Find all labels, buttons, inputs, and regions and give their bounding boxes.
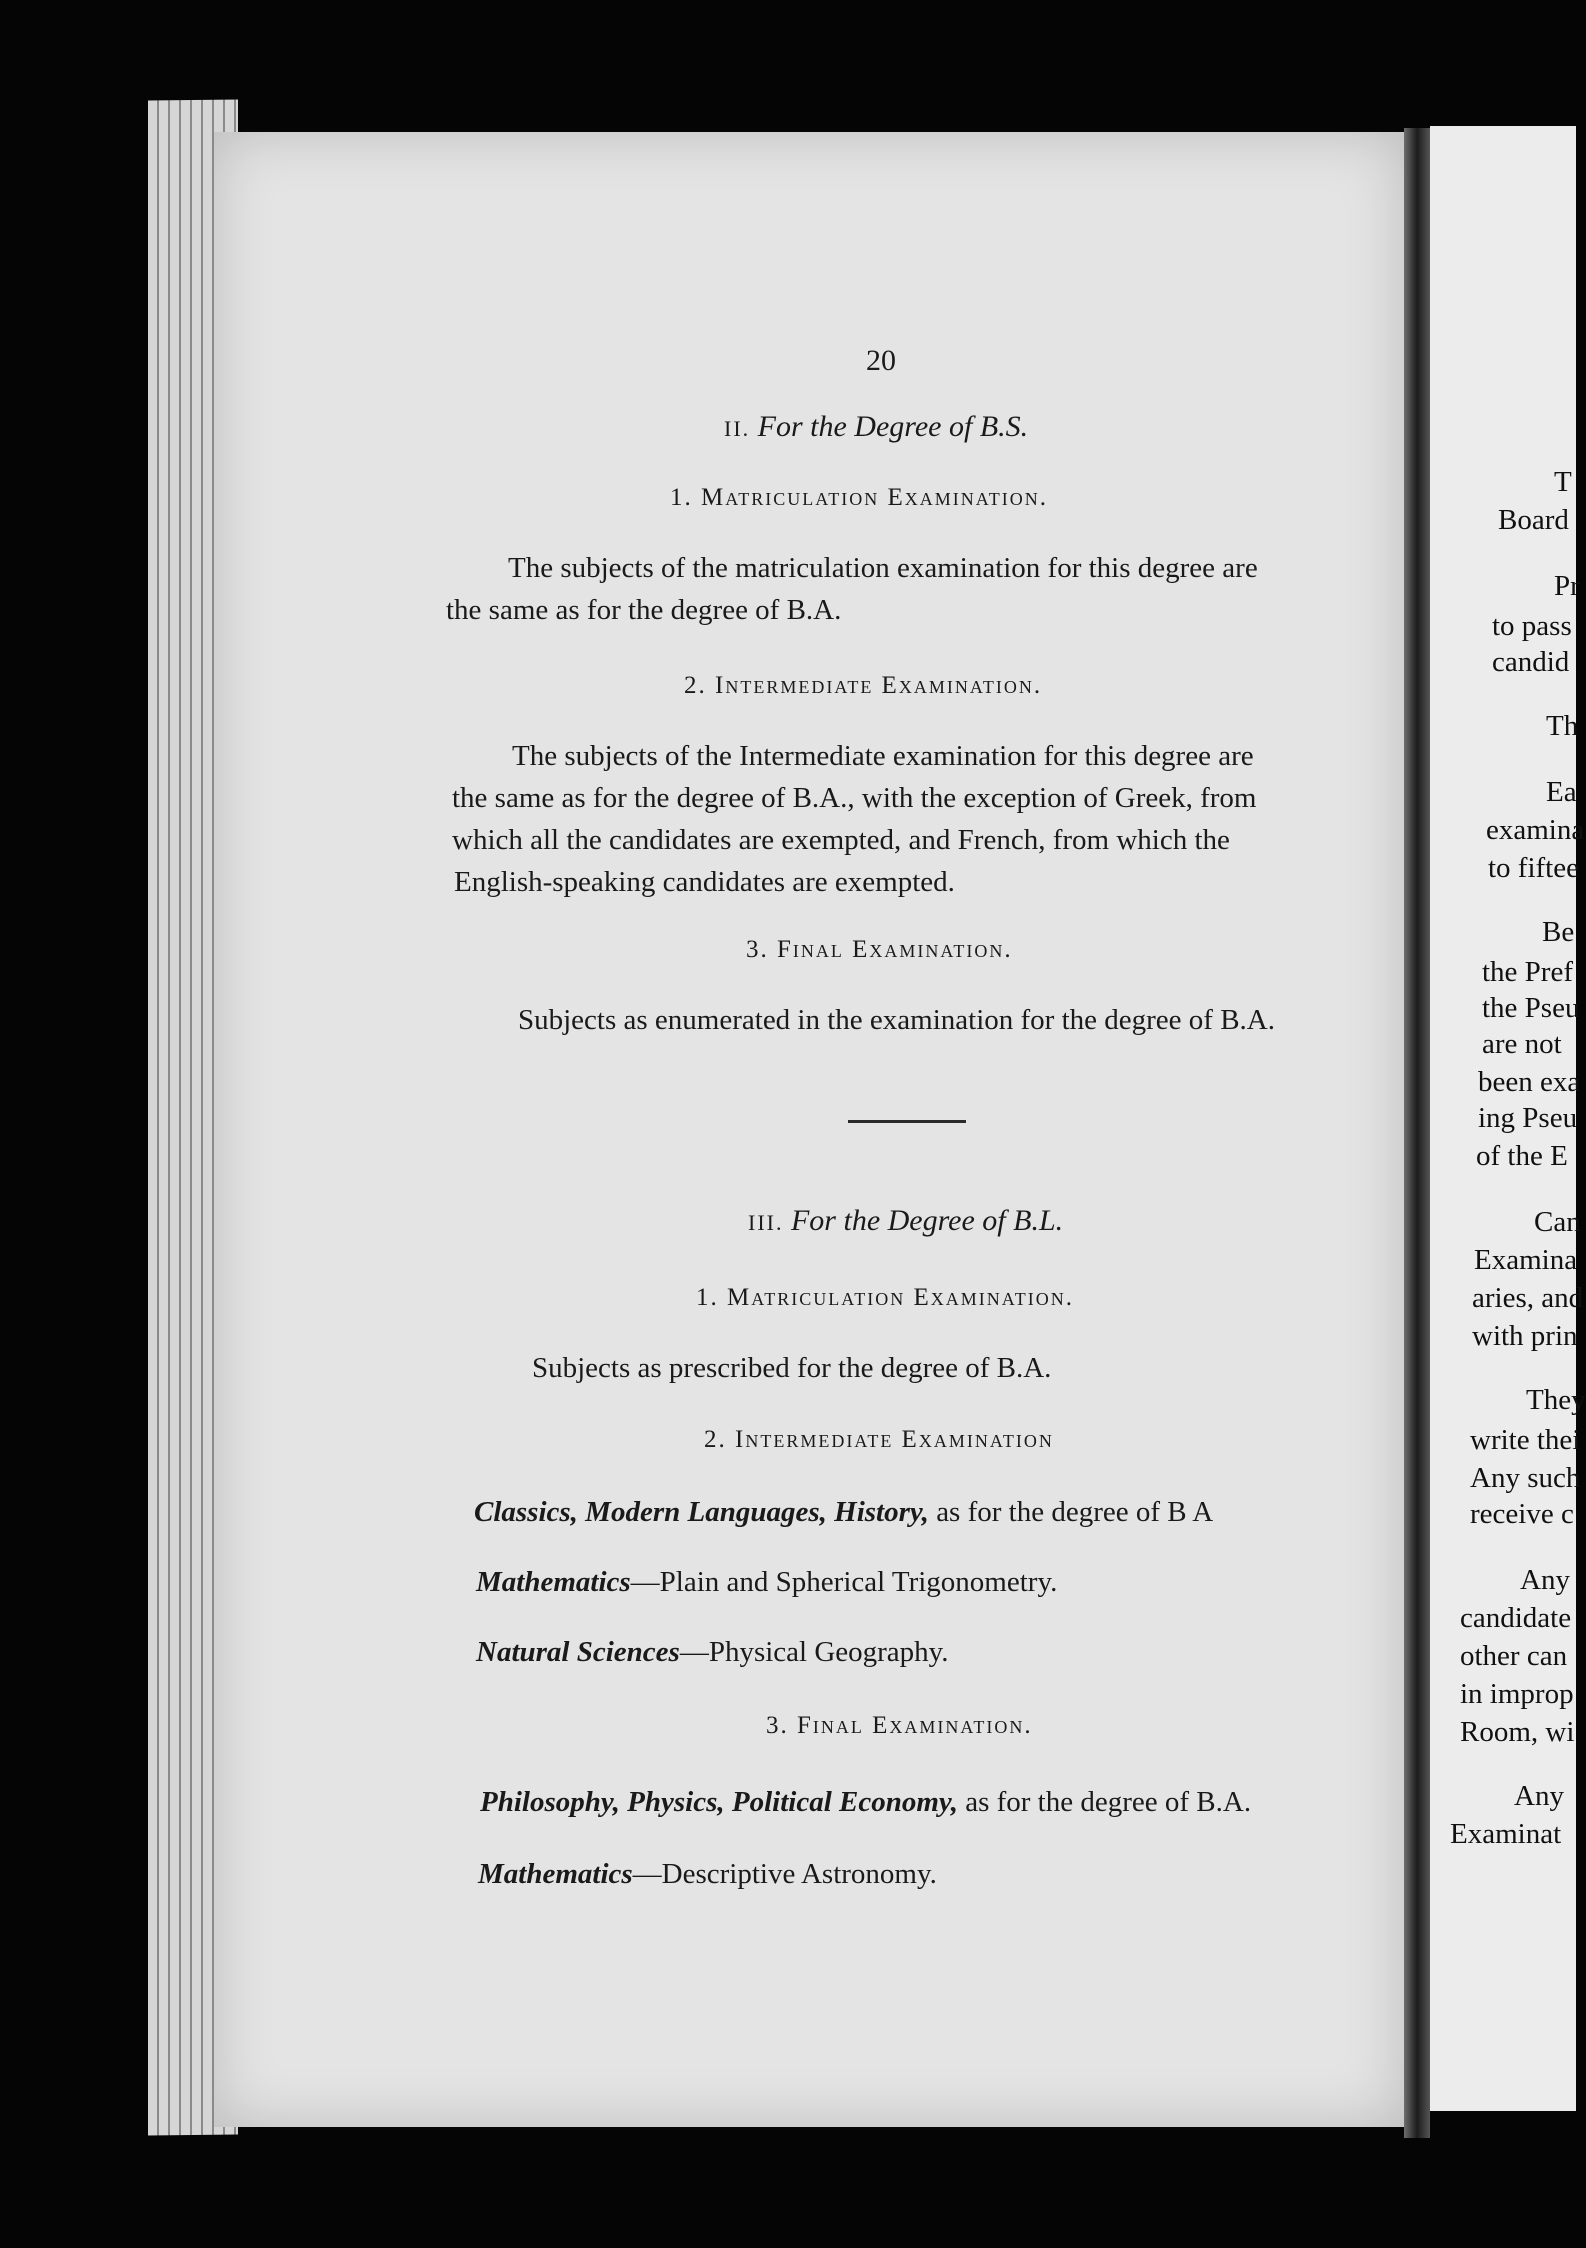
part-numeral: III. (748, 1210, 784, 1235)
body-line: Subjects as prescribed for the degree of B.A. (532, 1352, 1052, 1384)
right-fragment: Examina (1474, 1244, 1578, 1276)
right-fragment: Examinat (1450, 1818, 1562, 1850)
part-title: For the Degree of B.S. (757, 410, 1029, 443)
right-fragment: in improp (1460, 1678, 1574, 1710)
body-line: the same as for the degree of B.A., with the exception of Greek, from (452, 782, 1257, 814)
part-numeral: II. (724, 416, 751, 441)
right-fragment: to pass (1492, 610, 1572, 642)
right-fragment: other can (1460, 1640, 1568, 1672)
subject-name: Mathematics (478, 1858, 633, 1890)
section-heading: 1. Matriculation Examination. (696, 1284, 1074, 1311)
body-line: Subjects as enumerated in the examination for the degree of B.A. (518, 1004, 1275, 1036)
part-title: For the Degree of B.L. (790, 1204, 1064, 1237)
body-line: The subjects of the matriculation examination for this degree are (508, 552, 1258, 584)
right-fragment: the Pref (1482, 956, 1573, 988)
part-heading-bl (748, 1204, 1063, 1238)
right-fragment: write thei (1470, 1424, 1581, 1456)
page-number: 20 (866, 344, 896, 377)
right-fragment: ing Pseu (1478, 1102, 1578, 1134)
body-line: the same as for the degree of B.A. (446, 594, 842, 626)
body-line: which all the candidates are exempted, and French, from which the (452, 824, 1230, 856)
right-fragment: with prin (1472, 1320, 1578, 1352)
section-heading: 3. Final Examination. (766, 1712, 1033, 1739)
right-fragment: candidate (1460, 1602, 1572, 1634)
right-fragment: aries, and (1472, 1282, 1584, 1314)
part-heading-bs (724, 410, 1028, 444)
subject-name: Natural Sciences (476, 1636, 680, 1668)
right-fragment: are not (1482, 1028, 1562, 1060)
section-heading: 2. Intermediate Examination. (684, 672, 1043, 699)
right-fragment: Can (1534, 1206, 1581, 1238)
right-fragment: Ea (1546, 776, 1577, 808)
subject-name: Philosophy, Physics, Political Economy, (480, 1786, 958, 1818)
right-fragment: Any (1514, 1780, 1564, 1812)
subject-line (476, 1566, 1057, 1599)
subject-line (478, 1858, 937, 1891)
subject-name: Classics, Modern Languages, History, (474, 1496, 929, 1528)
right-fragment: to fiftee (1488, 852, 1579, 884)
body-line: English-speaking candidates are exempted. (454, 866, 955, 898)
subject-detail: as for the degree of B.A. (957, 1786, 1252, 1818)
right-fragment: Room, wi (1460, 1716, 1575, 1748)
right-fragment: been exa (1478, 1066, 1581, 1098)
section-heading: 1. Matriculation Examination. (670, 484, 1048, 511)
subject-name: Mathematics (476, 1566, 631, 1598)
right-fragment: T (1554, 466, 1572, 498)
right-fragment: candid (1492, 646, 1570, 678)
right-fragment: Any (1520, 1564, 1570, 1596)
section-heading: 3. Final Examination. (746, 936, 1013, 963)
right-fragment: They (1526, 1384, 1586, 1416)
subject-detail: —Descriptive Astronomy. (632, 1858, 937, 1890)
right-fragment: Be (1542, 916, 1575, 948)
right-fragment: Board (1498, 504, 1569, 536)
subject-line (480, 1786, 1251, 1819)
right-fragment: receive c (1470, 1498, 1574, 1530)
right-fragment: Th (1546, 710, 1579, 742)
subject-detail: —Plain and Spherical Trigonometry. (630, 1566, 1058, 1598)
right-fragment: the Pseu (1482, 992, 1580, 1024)
right-fragment: Any such (1470, 1462, 1581, 1494)
subject-detail: —Physical Geography. (679, 1636, 949, 1668)
body-line: The subjects of the Intermediate examination for this degree are (512, 740, 1254, 772)
subject-line (476, 1636, 949, 1669)
right-fragment: of the E (1476, 1140, 1568, 1172)
section-divider (848, 1120, 966, 1123)
right-fragment: Pr (1554, 570, 1580, 602)
book-gutter (1404, 128, 1430, 2138)
right-fragment: examina (1486, 814, 1585, 846)
section-heading: 2. Intermediate Examination (704, 1426, 1054, 1453)
right-page (1430, 126, 1586, 2111)
subject-detail: as for the degree of B A (928, 1496, 1214, 1528)
subject-line (474, 1496, 1213, 1529)
